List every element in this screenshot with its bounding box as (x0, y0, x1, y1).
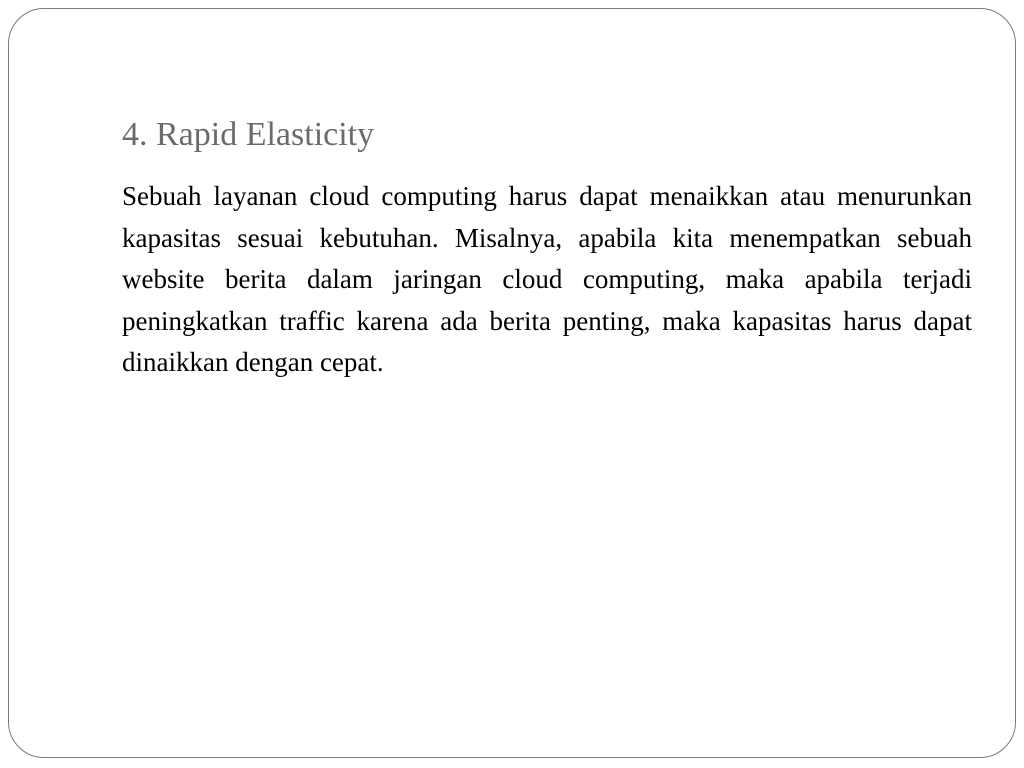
slide-frame (8, 8, 1016, 758)
slide-body-text: Sebuah layanan cloud computing harus dapat menaikkan atau menurunkan kapasitas sesuai kebutuhan. Misalnya, apabila kita menempatkan sebuah website berita dalam jaringan cloud computing, maka apabila terjadi peningkatkan traffic karena ada berita penting, maka kapasitas harus dapat dinaikkan dengan cepat. (122, 181, 972, 377)
slide-title: 4. Rapid Elasticity (122, 116, 375, 153)
